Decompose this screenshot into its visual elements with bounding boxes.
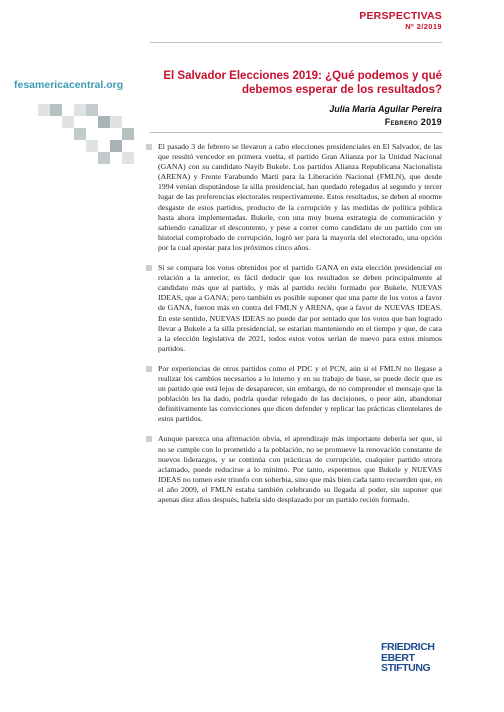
logo-line: FRIEDRICH <box>381 641 435 653</box>
paragraph-bullet <box>146 144 152 150</box>
decor-square <box>122 152 134 164</box>
paragraph-text: Por experiencias de otros partidos como el PDC y el PCN, aún si el FMLN no llegase a realizar los cambios necesarios a lo interno y en su trabajo de base, se puede decir que es un partido que está lejos de desaparecer, sin embargo, de no comprender el mensaje que la población les ha dado, podría quedar relegado de las decisiones, o peor aún, abandonar definitivamente las convicciones que dicen defender y replicar las prácticas clientelares de estos partidos. <box>158 363 442 424</box>
decor-square <box>86 140 98 152</box>
decor-square <box>74 104 86 116</box>
series-number: Nº 2/2019 <box>405 22 442 31</box>
paragraph <box>146 434 442 505</box>
decor-square <box>62 116 74 128</box>
series-title: PERSPECTIVAS <box>359 10 442 22</box>
paragraph-text: El pasado 3 de febrero se llevaron a cabo elecciones presidenciales en El Salvador, de las que resultó vencedor en primera vuelta, el partido Gran Alianza por la Unidad Nacional (GANA) con su candidato Nayib Bukele. Los partidos Alianza Republicana Nacionalista (ARENA) y Frente Farabundo Martí para la Liberación Nacional (FMLN), que desde 1994 venían disputándose la silla presidencial, han quedado relegados al segundo y tercer lugar de las preferencias electorales respectivamente. Estos resultados, se deben al enorme desgaste de estos partidos, producto de la corrupción y las medidas de política pública hasta ahora implementadas. Bukele, con una muy buena estrategia de comunicación y sabiendo canalizar el descontento, y pese a correr como candidato de un partido con un historial comprobado de corrupción, logró ser para la mayoría del electorado, una opción por la cual apostar para los próximos cinco años. <box>158 142 442 252</box>
logo-line: STIFTUNG <box>381 662 431 674</box>
decor-square <box>110 140 122 152</box>
paragraph <box>146 263 442 354</box>
site-url: fesamericacentral.org <box>14 79 124 91</box>
title-divider <box>150 132 442 133</box>
article-date: Febrero 2019 <box>384 117 442 127</box>
decor-square <box>86 104 98 116</box>
paragraph <box>146 142 442 253</box>
logo-line: EBERT <box>381 651 415 664</box>
decor-square <box>50 104 62 116</box>
article-title: El Salvador Elecciones 2019: ¿Qué podemos y qué debemos esperar de los resultados? <box>163 70 442 96</box>
decor-square <box>98 152 110 164</box>
article-body <box>146 142 442 515</box>
paragraph-text: Aunque parezca una afirmación obvia, el aprendizaje más importante debería ser que, si no se cumple con lo prometido a la población, no se promueve la renovación constante de nuevos liderazgos, y se continúa con prácticas de corrupción, cualquier partido otrora aclamado, puede reducirse a lo mínimo. Por tanto, esperemos que Bukele y NUEVAS IDEAS no tomen este triunfo con soberbia, sino que más bien cada tanto recuerden que, en el año 2009, el FMLN estaba también celebrando su llegada al poder, sin suponer que apenas diez años después, habría sido desplazado por un partido recién formado. <box>158 434 442 504</box>
paragraph-bullet <box>146 366 152 372</box>
header-divider <box>150 42 442 43</box>
decor-square <box>74 128 86 140</box>
paragraph <box>146 364 442 425</box>
series-header <box>359 10 442 31</box>
decor-square <box>110 116 122 128</box>
fes-logo <box>381 642 443 674</box>
decor-square <box>122 128 134 140</box>
paragraph-bullet <box>146 436 152 442</box>
paragraph-bullet <box>146 265 152 271</box>
paragraph-text: Si se compara los votos obtenidos por el partido GANA en esta elección presidencial en relación a la anterior, es fácil deducir que los resultados se deben principalmente al candidato más que al partido, y más al partido recién formado por Bukele, NUEVAS IDEAS, que a GANA; pero también es posible suponer que una parte de los votos a favor de GANA, fueron más en contra del FMLN y ARENA, que a favor de NUEVAS IDEAS. En este sentido, NUEVAS IDEAS no puede dar por sentado que los votos que han logrado llevar a Bukele a la silla presidencial, se estarían manteniendo en el tiempo y que, de cara a la elección legislativa de 2021, todos estos votos serían de nuevo para estos mismos partidos. <box>158 263 442 353</box>
decor-square <box>38 104 50 116</box>
article-author: Julia María Aguilar Pereira <box>329 104 442 114</box>
decor-square <box>98 116 110 128</box>
